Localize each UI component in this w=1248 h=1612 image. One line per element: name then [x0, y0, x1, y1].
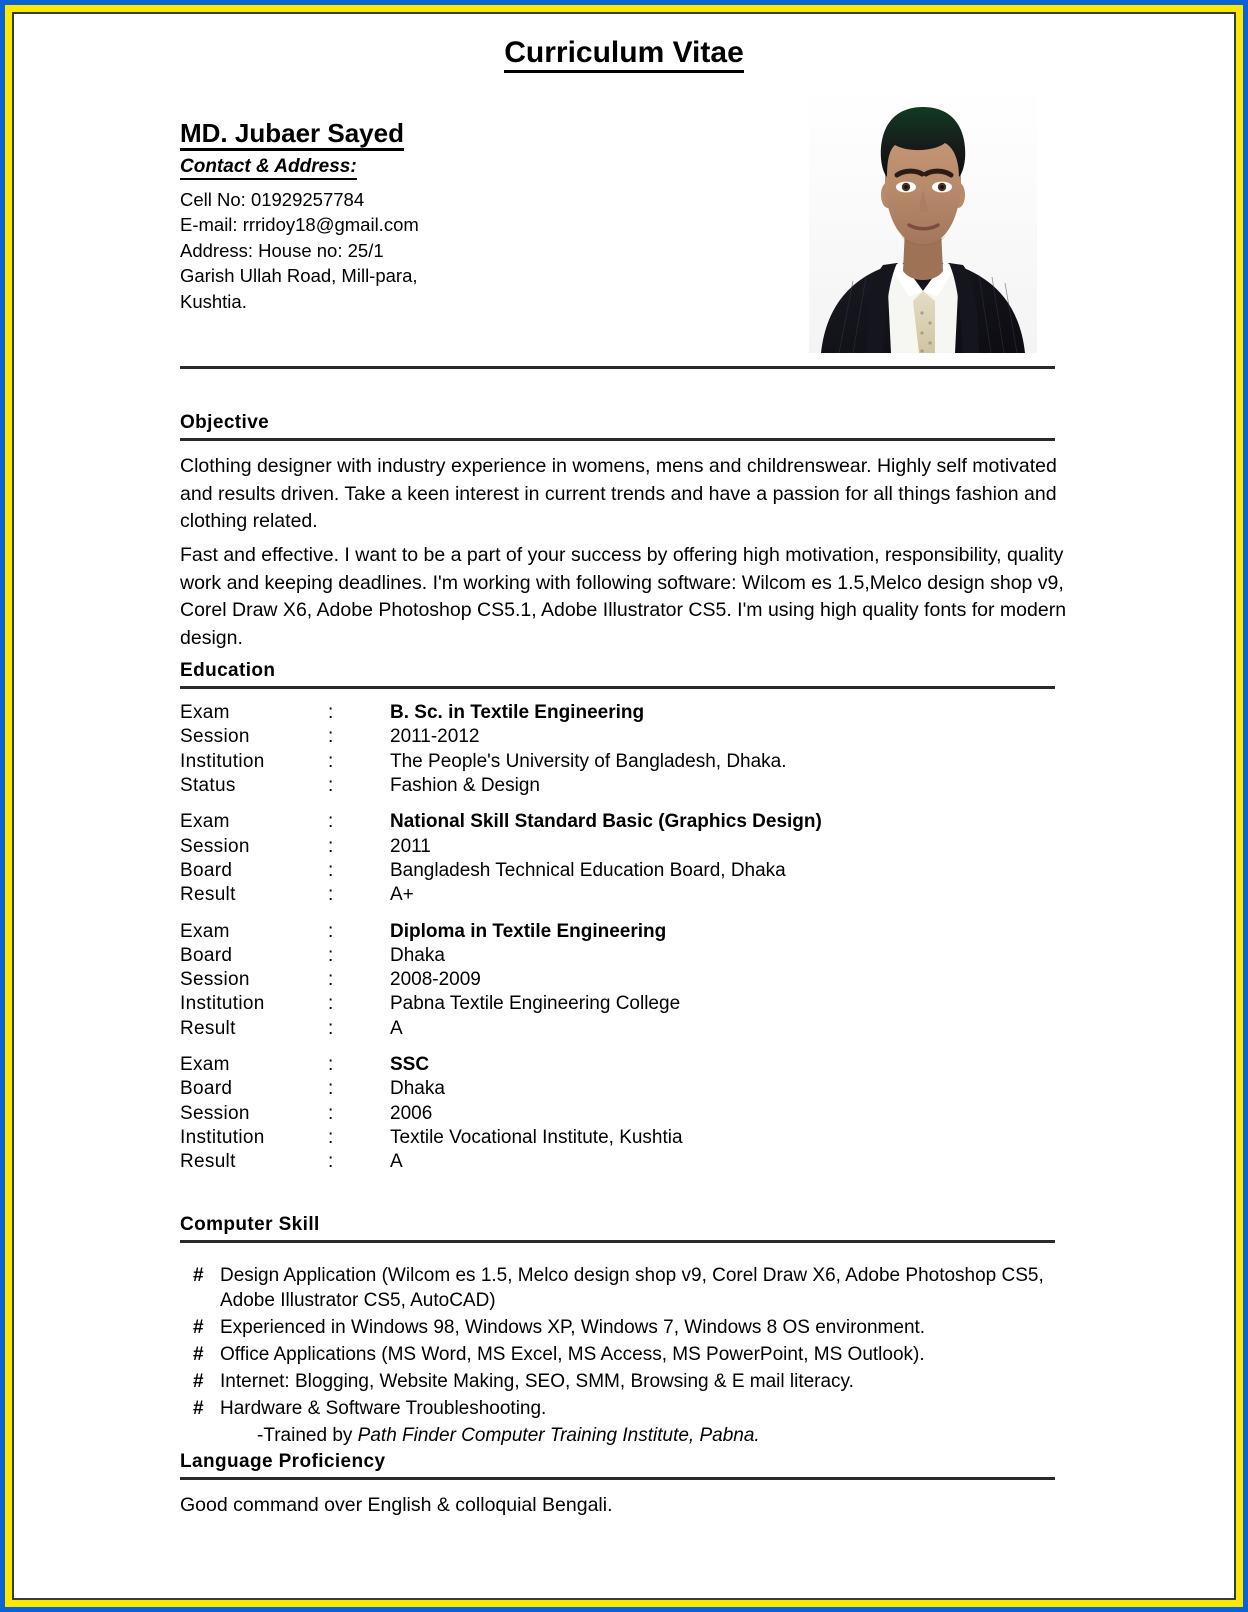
contact-address-heading: Contact & Address: [180, 156, 357, 180]
training-note-institute: Path Finder Computer Training Institute, Pabna. [357, 1425, 760, 1447]
language-proficiency-body: Good command over English & colloquial Bengali. [180, 1494, 613, 1516]
computer-skill-item-text: Office Applications (MS Word, MS Excel, MS Access, MS PowerPoint, MS Outlook). [220, 1344, 925, 1366]
education-row-label: Result [180, 1151, 236, 1173]
education-row-label: Result [180, 1017, 236, 1039]
contact-lines [180, 187, 650, 315]
computer-skill-item-text: Experienced in Windows 98, Windows XP, Windows 7, Windows 8 OS environment. [220, 1317, 926, 1339]
education-row-colon: : [328, 1078, 334, 1100]
document-content [14, 14, 1234, 1598]
objective-paragraph-1: Clothing designer with industry experience in womens, mens and childrenswear. Highly self motivated and results driven. Take a keen interest in current trends and have a passion for all things fashion and clothing related. [180, 455, 1057, 533]
education-row-colon: : [328, 835, 334, 857]
education-row [180, 774, 1055, 798]
document-title [14, 36, 1234, 70]
computer-skill-training-note [180, 1423, 1055, 1448]
education-group [180, 1053, 1055, 1175]
education-row-value: 2011 [390, 835, 431, 857]
education-row-colon: : [328, 920, 334, 942]
education-row-label: Board [180, 859, 233, 881]
education-row-colon: : [328, 1054, 334, 1076]
education-row-colon: : [328, 859, 334, 881]
education-row-label: Exam [180, 702, 230, 723]
education-row-colon: : [328, 1151, 334, 1173]
document-paper [12, 12, 1236, 1600]
computer-skill-item-text: Hardware & Software Troubleshooting. [220, 1398, 547, 1420]
education-row-colon: : [328, 811, 334, 833]
education-row-colon: : [328, 702, 334, 723]
education-row [180, 1077, 1055, 1101]
section-title-computer-skill: Computer Skill [180, 1214, 320, 1235]
education-row-colon: : [328, 774, 334, 796]
education-row-value: Diploma in Textile Engineering [390, 920, 667, 942]
portrait-photo [809, 85, 1037, 353]
education-row-colon: : [328, 993, 334, 1015]
education-row-value: The People's University of Bangladesh, Dhaka. [390, 750, 787, 772]
contact-line-address-1: Address: House no: 25/1 [180, 239, 384, 261]
hash-bullet-icon: # [193, 1317, 204, 1339]
education-row [180, 1053, 1055, 1077]
section-title-education: Education [180, 660, 276, 681]
section-rule-objective [180, 438, 1055, 441]
education-row-colon: : [328, 884, 334, 906]
section-rule-computer-skill [180, 1240, 1055, 1243]
hash-bullet-icon: # [193, 1398, 204, 1420]
section-rule-education [180, 686, 1055, 689]
education-group [180, 701, 1055, 798]
education-row-label: Institution [180, 750, 265, 772]
training-note-prefix: -Trained by [257, 1425, 358, 1447]
section-rule-language-proficiency [180, 1477, 1055, 1480]
education-row-label: Result [180, 884, 236, 906]
education-row-value: A [390, 1151, 403, 1173]
education-row-value: Dhaka [390, 1078, 445, 1100]
education-row-colon: : [328, 969, 334, 991]
header-divider [180, 366, 1055, 369]
education-row-label: Institution [180, 1127, 265, 1148]
education-row-label: Exam [180, 1054, 230, 1076]
section-objective [180, 412, 1067, 659]
person-name: MD. Jubaer Sayed [180, 119, 404, 151]
hash-bullet-icon: # [193, 1371, 204, 1393]
education-row [180, 1102, 1055, 1126]
education-row-value: 2011-2012 [390, 726, 480, 748]
education-row-label: Exam [180, 920, 230, 942]
education-group [180, 920, 1055, 1042]
education-row [180, 1126, 1055, 1150]
section-title-objective: Objective [180, 412, 270, 433]
education-groups [180, 701, 1055, 1175]
education-row [180, 883, 1055, 907]
education-row [180, 859, 1055, 883]
portrait-photo-illustration [809, 85, 1037, 353]
contact-line-address-2: Garish Ullah Road, Mill-para, [180, 265, 418, 287]
education-row [180, 810, 1055, 834]
list-item [180, 1342, 1055, 1367]
education-row-label: Board [180, 1078, 233, 1100]
education-row-value: National Skill Standard Basic (Graphics Design) [390, 811, 822, 833]
section-title-language-proficiency: Language Proficiency [180, 1451, 386, 1472]
education-row-value: Fashion & Design [390, 774, 540, 796]
education-row [180, 701, 1055, 725]
contact-line-phone: Cell No: 01929257784 [180, 188, 365, 210]
section-education [180, 660, 1055, 1187]
objective-paragraph-2: Fast and effective. I want to be a part of your success by offering high motivation, responsibility, quality work and keeping deadlines. I'm working with following software: Wilcom es 1.5,Melco design shop v9, Corel Draw X6, Adobe Photoshop CS5.1, Adobe Illustrator CS5. I'm using high quality fonts for modern design. [180, 544, 1067, 650]
education-row-value: 2008-2009 [390, 969, 481, 991]
education-row [180, 920, 1055, 944]
education-row-label: Board [180, 944, 233, 966]
education-row-label: Session [180, 1102, 250, 1124]
computer-skill-item-text: Internet: Blogging, Website Making, SEO, SMM, Browsing & E mail literacy. [220, 1371, 854, 1393]
education-row-value: Dhaka [390, 944, 445, 966]
header-block [180, 119, 650, 314]
education-row-label: Institution [180, 993, 265, 1015]
education-row-label: Session [180, 969, 250, 991]
education-row [180, 968, 1055, 992]
education-row-label: Status [180, 774, 236, 796]
education-row [180, 944, 1055, 968]
education-row-value: Bangladesh Technical Education Board, Dhaka [390, 859, 786, 881]
education-group [180, 810, 1055, 907]
education-row-value: SSC [390, 1054, 430, 1076]
education-row [180, 835, 1055, 859]
education-row-colon: : [328, 726, 334, 748]
hash-bullet-icon: # [193, 1265, 204, 1286]
computer-skill-list [180, 1263, 1055, 1449]
education-row-label: Session [180, 835, 250, 857]
hash-bullet-icon: # [193, 1344, 204, 1366]
education-row-label: Exam [180, 811, 230, 833]
education-row [180, 725, 1055, 749]
education-row-colon: : [328, 750, 334, 772]
education-row [180, 750, 1055, 774]
document-title-text: Curriculum Vitae [504, 36, 744, 73]
contact-line-address-3: Kushtia. [180, 290, 247, 312]
education-row [180, 1017, 1055, 1041]
list-item [180, 1396, 1055, 1421]
education-row-value: 2006 [390, 1102, 433, 1124]
education-row-value: B. Sc. in Textile Engineering [390, 702, 645, 723]
education-row-colon: : [328, 1102, 334, 1124]
objective-body [180, 453, 1067, 653]
education-row-value: Pabna Textile Engineering College [390, 993, 681, 1015]
education-row-value: A [390, 1017, 403, 1039]
education-row [180, 1150, 1055, 1174]
education-row-value: Textile Vocational Institute, Kushtia [390, 1127, 683, 1148]
education-row-label: Session [180, 726, 250, 748]
list-item [180, 1369, 1055, 1394]
list-item [180, 1315, 1055, 1340]
list-item [180, 1263, 1055, 1313]
computer-skill-item-text: Design Application (Wilcom es 1.5, Melco design shop v9, Corel Draw X6, Adobe Photoshop CS5, Adobe Illustrator CS5, AutoCAD) [220, 1265, 1044, 1312]
education-row-value: A+ [390, 884, 414, 906]
contact-line-email: E-mail: rrridoy18@gmail.com [180, 214, 419, 236]
education-row-colon: : [328, 1017, 334, 1039]
section-language-proficiency [180, 1451, 1055, 1517]
education-row-colon: : [328, 1127, 334, 1148]
section-computer-skill [180, 1214, 1055, 1449]
education-row [180, 992, 1055, 1016]
education-row-colon: : [328, 944, 334, 966]
